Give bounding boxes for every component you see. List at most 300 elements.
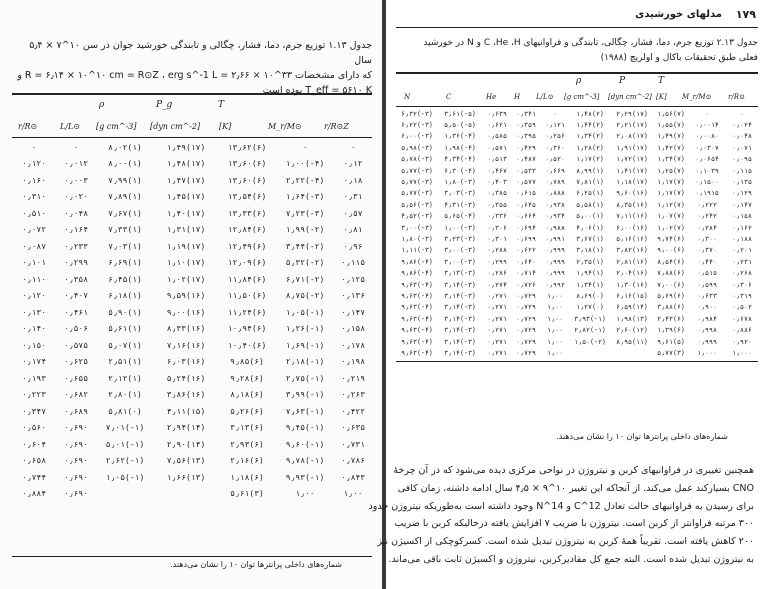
table-cell: ۳٫۰۰(-۳)	[401, 223, 433, 232]
table-cell: ۶٫۰۰(-۳)	[401, 132, 433, 141]
table-cell: ۲٫۰۸(۱۷)	[616, 132, 648, 141]
table-cell: ۰٫۲۷۱	[487, 337, 507, 346]
table-cell: ۷٫۸۸(۶)	[657, 269, 685, 278]
table-cell: ۰٫۰۴۸	[63, 208, 89, 218]
column-header: ρ	[576, 76, 582, 86]
table-cell: ۰٫۲۷۱	[487, 348, 507, 357]
data-table	[396, 108, 758, 359]
table-cell: ۰٫۰۷۲	[21, 225, 47, 235]
paragraph-line: CNO بسیارکند عمل می‌کند. از آنجاکه این تغییر ۱۰^۹ × ۴٫۵ سال ادامه داشته، زمان کافی	[397, 482, 754, 494]
table-cell: ۰٫۱۹۸	[340, 357, 366, 367]
table-cell: ۰٫۳۵۵	[487, 200, 507, 209]
table-cell: ۱٫۰۰	[547, 326, 563, 335]
paragraph-line: به نیتروژن تبدیل شده است. البته جمع کل مقادیرکربن، نیتروژن و اکسیژن ثابت باقی می‌ماند.	[388, 553, 754, 565]
table-cell: ۳٫۶۷(۱)	[576, 234, 604, 243]
column-header: L/L⊙	[536, 93, 554, 101]
table-cell: ۰٫۱۶۴	[63, 225, 89, 235]
table-cell: ۰٫۴۶۱	[63, 307, 89, 317]
table-cell: ۹٫۶۳(-۴)	[401, 326, 433, 335]
table-cell: ۰٫۸۴۳	[340, 472, 366, 482]
table-cell: ۲٫۷۵(-۱)	[285, 373, 325, 383]
table-cell: ۱٫۰۰(-۴)	[285, 159, 325, 169]
table-cell: ۳٫۹۳(-۱)	[574, 314, 606, 323]
table-cell: ۰٫۶۹۰	[63, 439, 89, 449]
table-cell: ۰٫۱۳۰	[21, 307, 47, 317]
column-header: T	[218, 100, 225, 110]
table-cell: ۵٫۷۷(-۳)	[401, 189, 433, 198]
table-cell: ۰٫۶۹۰	[63, 489, 89, 499]
table-cell: ۰٫۵۰۶	[63, 324, 89, 334]
table-cell: ۰٫۸۱	[343, 225, 363, 235]
table-row	[396, 154, 758, 165]
table-cell: ۳٫۱۴(-۳)	[444, 348, 476, 357]
column-header: M_r/M⊙	[682, 93, 712, 101]
table-cell: ۳٫۱۴(-۳)	[444, 337, 476, 346]
table-cell: ۰٫۹۹۹	[697, 337, 717, 346]
paragraph-line: ۲۰۰ کاهش یافته است. تقریباً همهٔ کربن به نیتروژن تبدیل شده است. کسرکوچکی از اکسیژن نیز	[377, 536, 754, 548]
table-cell: ۵٫۰۷(۱)	[108, 340, 142, 350]
table-cell: ۱٫۶۶(۱۳)	[166, 472, 206, 482]
table-cell: ۰٫۷۲۹	[516, 314, 536, 323]
table-cell: ۰٫۷۲۹	[516, 303, 536, 312]
table-row	[396, 199, 758, 210]
table-cell: ۱٫۵۵(۷)	[657, 121, 685, 130]
table-cell: ۰٫۱۱۵	[732, 166, 752, 175]
table-cell: ۴٫۵۲(-۳)	[401, 212, 433, 221]
table-cell: ۰٫۵۷۱	[487, 143, 507, 152]
table-row	[12, 156, 372, 173]
table-cell: ۰٫۹۳۴	[545, 212, 565, 221]
table-cell: ۰٫۱۲۹	[732, 189, 752, 198]
table-cell: ۰٫۶۷۸	[732, 314, 752, 323]
table-cell: ۰٫۱۹۳	[21, 373, 47, 383]
table-cell: ۹٫۶۳(-۴)	[401, 337, 433, 346]
table-cell: ۰٫۶۸۲	[63, 390, 89, 400]
table-cell: ۰٫۹۹۸	[697, 326, 717, 335]
table-cell: ۰٫۵۲۰	[545, 155, 565, 164]
table-cell: ۰٫۶۹۰	[63, 472, 89, 482]
table-cell: ۰٫۰۲۴	[732, 121, 752, 130]
table-cell: ۵٫۲۴(۱۶)	[166, 373, 206, 383]
table-cell: ۰٫۲۸۶	[487, 269, 507, 278]
table-cell: ۵٫۹۸(-۳)	[401, 143, 433, 152]
table-footnote: شماره‌های داخلی پرانتزها توان ۱۰ را نشان می‌دهند.	[556, 432, 728, 441]
table-cell: ۰٫۷۴۴	[21, 472, 47, 482]
table-cell: ۶٫۵۹(۱۴)	[616, 303, 648, 312]
table-cell: ۰٫۱۰۱	[21, 258, 47, 268]
table-cell: ۱۲٫۸۴(۶)	[227, 225, 267, 235]
table-cell: ۰٫۶۶۹	[545, 166, 565, 175]
column-header: [dyn cm^-2]	[608, 93, 652, 101]
table-row	[396, 233, 758, 244]
paragraph-line: همچنین تغییری در فراوانیهای کربن و نیتروژن در نواحی مرکزی دیده می‌شود که در آن چرخهٔ	[393, 465, 754, 476]
table-cell: ۱٫۱۰(۱۷)	[166, 258, 206, 268]
table-cell: ۱۲٫۰۹(۶)	[227, 258, 267, 268]
table-cell: ۲٫۶۲(-۱)	[105, 456, 145, 466]
table-bottom-rule	[396, 361, 758, 362]
table-cell: ۱٫۲۷(۰)	[576, 303, 604, 312]
table-cell: ۱٫۰۲(۱۷)	[166, 274, 206, 284]
column-header: L/L⊙	[60, 122, 81, 131]
column-header: H	[514, 93, 521, 101]
table-cell: ۰٫۵۳۳	[516, 166, 536, 175]
table-cell: ۰٫۷۲۹	[516, 337, 536, 346]
table-cell: ۳٫۸۲(۱۶)	[616, 246, 648, 255]
column-header: [g cm^-3]	[96, 122, 137, 131]
table-row	[12, 172, 372, 189]
table-cell: ۶٫۲۵(۱)	[576, 189, 604, 198]
table-cell: ۰٫۵۱۳	[487, 155, 507, 164]
table-cell: ۰٫۳۹۵	[516, 132, 536, 141]
table-cell: ۰٫۰۰۱۴	[695, 121, 719, 130]
header-rule	[396, 106, 758, 107]
table-row	[396, 245, 758, 256]
table-cell: ۹٫۸۵(۶)	[230, 357, 264, 367]
table-cell: ۱٫۱۷(۷)	[657, 178, 685, 187]
table-cell: ۳٫۱۴(-۳)	[444, 291, 476, 300]
column-header: [K]	[219, 122, 232, 131]
table-cell: ۱٫۶۴(-۳)	[285, 192, 325, 202]
table-cell: ۰٫۶۵۸	[21, 456, 47, 466]
caption-line: فعلی طبق تحقیقات باکال و اولریچ (۱۹۸۸)	[600, 53, 758, 63]
table-cell: ۰٫۱۵۸	[732, 212, 752, 221]
table-cell: ۰٫۵۱۵	[697, 269, 717, 278]
table-cell: ۰٫۴۶۷	[487, 166, 507, 175]
table-cell: ۱٫۰۰	[547, 348, 563, 357]
table-cell: ۰٫۳۴۷	[21, 406, 47, 416]
table-cell: ۰٫۳۴۱	[516, 109, 536, 118]
table-cell: ۰٫۰۸۷	[21, 241, 47, 251]
table-cell: ۵٫۱۶(۱۶)	[616, 234, 648, 243]
table-cell: ۰٫۲۳۳	[63, 241, 89, 251]
table-row	[396, 302, 758, 313]
table-row	[12, 271, 372, 288]
table-cell: ۱٫۱۸(۶)	[230, 472, 264, 482]
table-cell: ۰٫۶۰۴	[21, 439, 47, 449]
table-cell: ۵٫۷۷(-۳)	[401, 166, 433, 175]
table-cell: ۱٫۹۹(-۲)	[285, 225, 325, 235]
table-cell: ۱٫۳۴(۱)	[576, 280, 604, 289]
running-title: مدلهای خورشیدی	[635, 9, 722, 20]
table-cell: ۱٫۴۷(۱۷)	[166, 175, 206, 185]
table-cell: ۹٫۶۳(-۴)	[401, 291, 433, 300]
table-cell: ۰٫۲۸۴	[697, 223, 717, 232]
table-cell: ۳٫۱۴(-۳)	[444, 326, 476, 335]
table-cell: ۱٫۰۲(۷)	[657, 223, 685, 232]
column-header: [K]	[656, 93, 667, 101]
table-caption	[396, 36, 758, 66]
table-cell: ۰٫۸۸۸	[545, 189, 565, 198]
table-cell: ۲٫۸۲(-۱)	[574, 326, 606, 335]
table-cell: ۰٫۳۱۰	[21, 192, 47, 202]
column-header: r/R⊙	[728, 93, 745, 101]
table-cell: ۱٫۹۸(۱۳)	[616, 314, 648, 323]
table-cell: ۰٫۱۰۳۹	[695, 166, 719, 175]
table-cell: ۰٫۱۱۵	[340, 258, 366, 268]
table-cell: ۷٫۳۳(۱)	[108, 225, 142, 235]
table-cell: ۵٫۵۰(-۵)	[444, 121, 476, 130]
table-cell: ۴٫۳۴(-۴)	[444, 155, 476, 164]
table-cell: ۹٫۶۰(-۱)	[285, 439, 325, 449]
table-cell: ۱٫۲۵(۷)	[657, 166, 685, 175]
table-cell: ۰٫۵۶۰	[21, 423, 47, 433]
caption-line: جدول ۱.۱۳ توزیع جرم، دما، فشار، چگالی و تابندگی خورشید جوان در سن ۱۰^۷ × ۵٫۴ سال	[29, 40, 372, 66]
table-cell: ۰٫۱۶۰	[21, 175, 47, 185]
table-cell: ۱٫۴۴(۲)	[576, 121, 604, 130]
table-cell: ۰٫۴۰۳	[487, 178, 507, 187]
table-cell: ۵٫۶۱(۳)	[230, 489, 264, 499]
table-cell: ۹٫۶۳(-۴)	[401, 348, 433, 357]
table-cell: ۷٫۹۹(۱)	[108, 175, 142, 185]
table-cell: ۰٫۲۹۹	[63, 258, 89, 268]
table-cell: ۰٫۱۳۶	[340, 291, 366, 301]
table-cell: ۱۰٫۴۰(۶)	[227, 340, 267, 350]
table-cell: ۱٫۱۸(۱۷)	[616, 178, 648, 187]
table-top-rule	[12, 93, 372, 95]
table-cell: ۰٫۶۴۰	[516, 257, 536, 266]
table-cell: ۹٫۲۸(۶)	[230, 373, 264, 383]
table-cell: ۸٫۳۳(۱۶)	[166, 324, 206, 334]
table-cell: ۱٫۴۸(۲)	[576, 109, 604, 118]
table-cell: ۰٫۱۴۷	[340, 307, 366, 317]
table-row	[396, 119, 758, 130]
table-cell: ۸٫۷۵(-۲)	[285, 291, 325, 301]
table-cell: ۰٫۱۷۸	[340, 340, 366, 350]
table-cell: ۱٫۰۵(-۱)	[285, 307, 325, 317]
table-cell: ۲٫۲۹(۱۷)	[616, 109, 648, 118]
table-cell: ۰	[31, 142, 37, 152]
table-cell: ۱٫۹۴(۱)	[576, 269, 604, 278]
table-cell: ۱٫۰۷(۷)	[657, 212, 685, 221]
table-cell: ۰٫۲۶۸	[732, 269, 752, 278]
table-cell: ۶٫۶۹(۱)	[108, 258, 142, 268]
table-cell: ۳٫۸۸(۶)	[657, 303, 685, 312]
table-row	[396, 222, 758, 233]
table-cell: ۷٫۰۰(۶)	[657, 280, 685, 289]
table-cell: ۹٫۶۱(۵)	[657, 337, 685, 346]
table-cell	[610, 347, 654, 358]
table-cell: ۳٫۰۳(-۳)	[444, 189, 476, 198]
table-cell: ۷٫۲۳(-۳)	[285, 208, 325, 218]
table-row	[396, 142, 758, 153]
table-cell: ۱٫۹۸(-۴)	[444, 143, 476, 152]
body-paragraph	[368, 462, 754, 569]
table-cell: ۵٫۵۶(-۳)	[401, 200, 433, 209]
table-cell: ۰٫۶۳۹	[487, 109, 507, 118]
table-cell: ۶٫۴۵(۱)	[108, 274, 142, 284]
table-cell: ۶٫۲۲(-۳)	[401, 121, 433, 130]
table-cell: ۰٫۸۸۴	[21, 489, 47, 499]
table-cell: ۳٫۱۸(۱)	[576, 246, 604, 255]
table-row	[396, 279, 758, 290]
table-cell: ۸٫۳۵(۱۶)	[616, 200, 648, 209]
table-row	[396, 256, 758, 267]
table-row	[12, 486, 372, 503]
table-cell: ۹٫۷۸(-۱)	[285, 456, 325, 466]
table-cell: ۱۳٫۶۰(۶)	[227, 159, 267, 169]
table-cell: ۰٫۹۸۸	[545, 223, 565, 232]
table-cell: ۰٫۰۲۰	[63, 192, 89, 202]
table-cell: ۵٫۸۱(۰)	[108, 406, 142, 416]
table-cell: ۰٫۰۰۸۰	[695, 132, 719, 141]
table-cell: ۰٫۷۲۹	[516, 291, 536, 300]
table-cell	[570, 347, 610, 358]
table-cell: ۸٫۰۰(۱)	[108, 159, 142, 169]
table-cell: ۳٫۶۱(-۵)	[444, 109, 476, 118]
table-cell: ۰٫۱۴۷	[732, 200, 752, 209]
table-cell: ۰٫۶۳۵	[340, 423, 366, 433]
table-row	[396, 211, 758, 222]
table-cell: ۴٫۳۱(-۳)	[444, 200, 476, 209]
table-row	[12, 255, 372, 272]
table-cell: ۹٫۰۰(۶)	[657, 246, 685, 255]
table-cell: ۵٫۵۸(۱)	[576, 200, 604, 209]
table-cell: ۰٫۰۹۵	[732, 155, 752, 164]
table-cell: ۱٫۸۰(-۳)	[401, 234, 433, 243]
table-cell: ۰٫۶۲۵	[63, 357, 89, 367]
table-row	[12, 189, 372, 206]
table-cell: ۹٫۶۳(-۴)	[401, 280, 433, 289]
table-cell: ۰٫۵۸۵	[487, 132, 507, 141]
table-cell: ۰٫۱۷۴	[21, 357, 47, 367]
table-cell: ۰٫۶۳۳	[697, 291, 717, 300]
column-header: T	[658, 76, 665, 86]
table-cell: ۰٫۳۰۶	[487, 223, 507, 232]
table-cell: ۱٫۱۱(-۳)	[401, 246, 433, 255]
table-row	[12, 420, 372, 437]
table-cell: ۱٫۹۱(۱۷)	[616, 143, 648, 152]
table-cell: ۰٫۶۵۵	[63, 373, 89, 383]
table-cell: ۴٫۰۶(۱)	[576, 223, 604, 232]
table-row	[12, 469, 372, 486]
table-cell: ۰٫۶۶۴	[516, 212, 536, 221]
table-cell: ۰٫۱۳۵	[732, 178, 752, 187]
table-cell: ۷٫۶۷(۱)	[108, 208, 142, 218]
table-cell: ۰٫۷۸۹	[545, 178, 565, 187]
table-cell: ۰	[740, 109, 744, 118]
table-cell: ۰٫۹۰۰	[697, 303, 717, 312]
table-cell: ۰٫۰۴۸	[732, 132, 752, 141]
table-cell: ۱٫۵۶(۷)	[657, 109, 685, 118]
table-cell: ۳٫۱۴(-۳)	[444, 314, 476, 323]
table-cell: ۹٫۴۵(-۱)	[285, 423, 325, 433]
table-cell: ۰٫۹۲۰	[732, 337, 752, 346]
table-cell: ۰٫۲۴۲	[697, 212, 717, 221]
table-cell: ۸٫۱۸(۶)	[230, 390, 264, 400]
table-cell: ۰٫۰۱۲	[63, 159, 89, 169]
table-cell: ۹٫۵۹(۱۶)	[166, 291, 206, 301]
table-cell: ۰٫۱۱۰	[21, 274, 47, 284]
table-cell: ۰٫۴۴۰	[697, 257, 717, 266]
table-cell: ۰٫۷۲۹	[516, 348, 536, 357]
table-cell: ۱٫۱۹(۱۷)	[166, 241, 206, 251]
table-cell: ۲٫۰۴(۱۶)	[616, 269, 648, 278]
table-row	[12, 321, 372, 338]
table-cell: ۱٫۳۴(۲)	[576, 132, 604, 141]
table-cell	[154, 486, 218, 503]
table-cell: ۳٫۱۴(-۳)	[444, 280, 476, 289]
table-cell: ۰	[350, 142, 356, 152]
table-cell: ۱٫۰۰۰	[697, 348, 717, 357]
table-cell: ۵٫۶۹(۶)	[657, 291, 685, 300]
table-cell: ۶٫۷۱(-۲)	[285, 274, 325, 284]
table-cell: ۰٫۴۲۹	[516, 143, 536, 152]
table-cell: ۱٫۱۲(۷)	[657, 200, 685, 209]
table-cell: ۰٫۱۹۱۵	[695, 189, 719, 198]
table-cell: ۷٫۰۱(-۱)	[105, 423, 145, 433]
table-cell: ۰٫۵۱۰	[21, 208, 47, 218]
table-cell: ۲٫۹۰(۱۴)	[166, 439, 206, 449]
table-cell: ۰٫۰۰۳	[63, 175, 89, 185]
table-row	[12, 403, 372, 420]
table-cell: ۶٫۳۲(-۳)	[401, 109, 433, 118]
table-cell: ۰٫۲۰۱	[732, 246, 752, 255]
table-row	[396, 313, 758, 324]
table-cell: ۱٫۰۰	[547, 303, 563, 312]
table-cell: ۰٫۱۵۰	[21, 340, 47, 350]
table-cell: ۹٫۷۴(۶)	[657, 234, 685, 243]
table-cell	[96, 486, 154, 503]
table-cell: ۸٫۹۹(۱)	[576, 166, 604, 175]
table-cell: ۰٫۲۲۳	[21, 390, 47, 400]
column-header: M_r/M⊙	[268, 122, 302, 131]
table-cell: ۲٫۲۱(۱۷)	[616, 121, 648, 130]
table-cell: ۰٫۲۷۱	[487, 303, 507, 312]
table-cell: ۲٫۸۱(۱۶)	[616, 257, 648, 266]
table-cell: ۱۱٫۲۴(۶)	[227, 307, 267, 317]
table-cell: ۰٫۹۸۴	[697, 314, 717, 323]
table-cell: ۰٫۲۷۴	[487, 280, 507, 289]
table-cell: ۰٫۵۰۲	[732, 303, 752, 312]
table-row	[12, 337, 372, 354]
table-cell: ۲٫۹۴(۱۴)	[166, 423, 206, 433]
caption-line: T_eff = ۵۶۱۰ K بوده است	[262, 85, 372, 96]
table-cell: ۰٫۷۳۱	[340, 439, 366, 449]
table-row	[396, 347, 758, 358]
table-cell: ۱٫۰۰(-۳)	[444, 223, 476, 232]
right-page	[368, 0, 768, 589]
table-cell: ۱٫۰۰	[547, 291, 563, 300]
table-cell: ۹٫۸۶(-۴)	[401, 257, 433, 266]
table-cell: ۵٫۲۶(۶)	[230, 406, 264, 416]
column-header: He	[486, 93, 497, 101]
table-cell: ۰٫۲۹۹	[487, 257, 507, 266]
table-cell: ۱۳٫۳۳(۶)	[227, 208, 267, 218]
table-cell: ۳٫۱۳(۶)	[230, 423, 264, 433]
table-cell: ۹٫۸۶(-۴)	[401, 269, 433, 278]
table-cell: ۸٫۵۴(۶)	[657, 257, 685, 266]
table-cell: ۸٫۶۹(۰)	[576, 291, 604, 300]
table-cell: ۹٫۶۳(-۴)	[401, 314, 433, 323]
table-cell: ۰٫۶۸۹	[63, 406, 89, 416]
table-cell: ۰٫۱۲۰	[21, 159, 47, 169]
table-row	[396, 165, 758, 176]
table-cell: ۱٫۲۸(۲)	[576, 143, 604, 152]
table-cell: ۹٫۶۳(-۴)	[401, 303, 433, 312]
table-cell: ۰٫۰۷۱	[732, 143, 752, 152]
table-cell: ۲٫۱۲(۱)	[108, 373, 142, 383]
table-cell: ۹٫۰۰(۱۶)	[166, 307, 206, 317]
table-cell: ۰٫۷۱۴	[516, 269, 536, 278]
table-cell: ۱٫۰۰۰	[732, 348, 752, 357]
table-cell: ۰٫۷۸۶	[340, 456, 366, 466]
table-cell: ۰٫۹۹۹	[545, 257, 565, 266]
caption-line: که دارای مشخصات R = ۶٫۱۴ × ۱۰^۱۰ cm = R⊙Z ، erg s^-1 L = ۲٫۶۶ × ۱۰^۳۳ و	[17, 70, 372, 81]
table-cell: ۱٫۰۰	[547, 314, 563, 323]
table-cell: ۰٫۳۸۵	[487, 189, 507, 198]
table-row	[12, 354, 372, 371]
table-cell: ۳٫۸۶(۱۶)	[166, 390, 206, 400]
